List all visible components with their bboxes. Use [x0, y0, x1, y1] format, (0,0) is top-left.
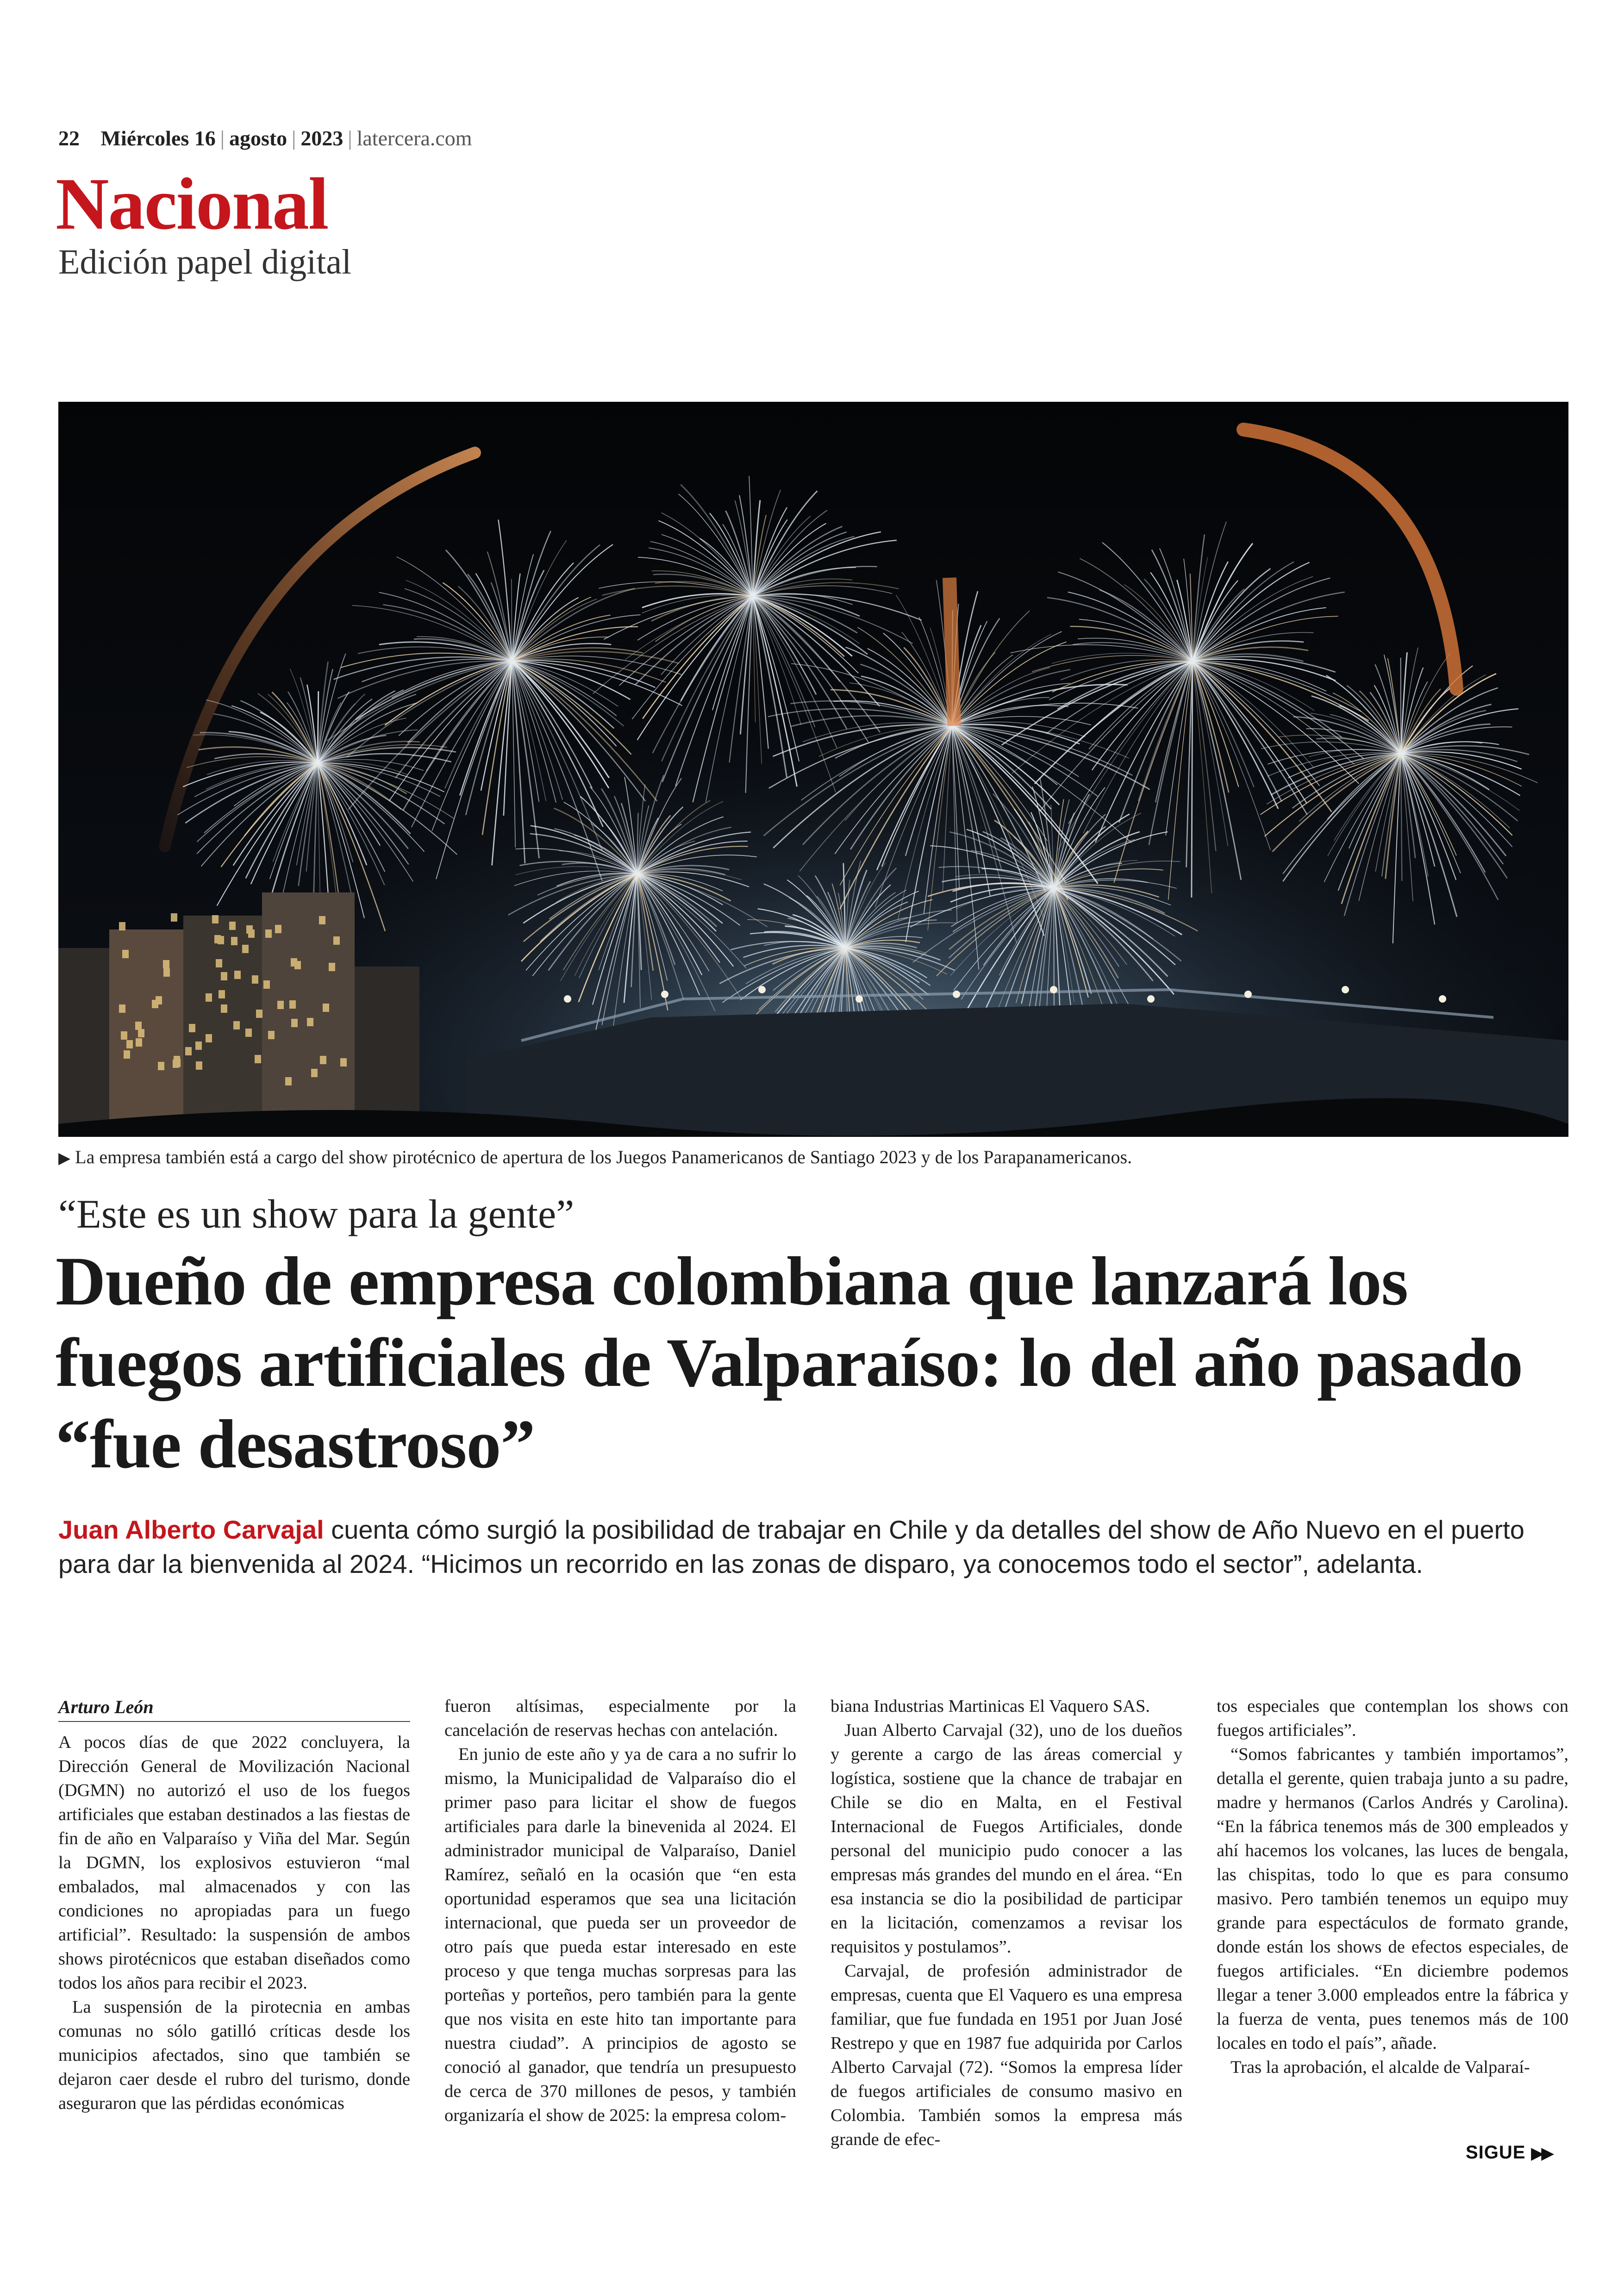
site-link[interactable]: latercera.com [356, 126, 472, 150]
body-column-4 [1217, 1694, 1568, 2152]
fireworks-photo [58, 402, 1568, 1137]
paragraph: A pocos días de que 2022 concluyera, la Dirección General de Movilización Nacional (DGMN) no autorizó el uso de los fuegos artificiales que estaban destinados a las fiestas de fin de año en Valparaíso y Viña del Mar. Según la DGMN, los explosivos estuvieron “mal embalados, mal almacenados y con las condiciones no apropiadas para un fuego artificial”. Resultado: la suspensión de ambos shows pirotécnicos que estaban diseñados como todos los años para recibir el 2023. [58, 1733, 410, 1993]
paragraph: En junio de este año y ya de cara a no sufrir lo mismo, la Municipalidad de Valparaíso dio el primer paso para licitar el show de fuegos artificiales para darle la binevenida al 2024. El administrador municipal de Valparaíso, Daniel Ramírez, señaló en la ocasión que “en esta oportunidad esperamos que sea una licitación internacional, que pueda ser un proveedor de otro país que pueda estar interesado en este proceso y que tenga muchas sorpresas para las porteñas y porteños, pero también para la gente que nos visita en este hito tan importante para nuestra ciudad”. A principios de agosto se conoció al ganador, que tendría un presupuesto de cerca de 370 millones de pesos, y también organizaría el show de 2025: la empresa colom- [444, 1745, 796, 2125]
paragraph: biana Industrias Martinicas El Vaquero SAS. [831, 1696, 1150, 1716]
edition-label: Edición papel digital [58, 243, 352, 281]
deck-name: Juan Alberto Carvajal [58, 1515, 324, 1544]
issue-date-day: Miércoles 16 [100, 126, 216, 150]
paragraph: tos especiales que contemplan los shows con fuegos artificiales”. [1217, 1696, 1568, 1740]
deck-text: cuenta cómo surgió la posibilidad de trabajar en Chile y da detalles del show de Año Nuevo en el puerto para dar la bienvenida al 2024. “Hicimos un recorrido en las zonas de disparo, ya conocemos todo el sector”, adelanta. [58, 1515, 1524, 1578]
paragraph: La suspensión de la pirotecnia en ambas comunas no sólo gatilló críticas desde los municipios afectados, sino que también se dejaron caer desde el rubro del turismo, donde aseguraron que las pérdidas económicas [58, 1997, 410, 2113]
continue-label: SIGUE [1466, 2142, 1526, 2163]
article-kicker: “Este es un show para la gente” [58, 1192, 575, 1237]
article-deck [58, 1513, 1568, 1581]
caption-text: La empresa también está a cargo del show pirotécnico de apertura de los Juegos Panamericanos de Santiago 2023 y de los Parapanamericanos. [75, 1147, 1132, 1167]
paragraph: fueron altísimas, especialmente por la cancelación de reservas hechas con antelación. [444, 1696, 796, 1740]
issue-date-month: agosto [229, 126, 287, 150]
fireworks-image [58, 402, 1568, 1137]
paragraph: Tras la aprobación, el alcalde de Valparaí- [1230, 2058, 1530, 2077]
paragraph: Juan Alberto Carvajal (32), uno de los dueños y gerente a cargo de las áreas comercial y logística, sostiene que la chance de trabajar en Chile se dio en Malta, en el Festival Internacional de Fuegos Artificiales, donde personal del municipio pudo conocer a las empresas más grandes del mundo en el área. “En esa instancia se dio la posibilidad de participar en la licitación, comenzamos a revisar los requisitos y postulamos”. [831, 1721, 1182, 1957]
continue-link[interactable] [1466, 2142, 1552, 2163]
paragraph: Carvajal, de profesión administrador de empresas, cuenta que El Vaquero es una empresa familiar, que fue fundada en 1951 por Juan José Restrepo y que en 1987 fue adquirida por Carlos Alberto Carvajal (72). “Somos la empresa líder de fuegos artificiales de consumo masivo en Colombia. También somos la empresa más grande de efec- [831, 1961, 1182, 2149]
article-body [58, 1694, 1568, 2152]
paragraph: “Somos fabricantes y también importamos”, detalla el gerente, quien trabaja junto a su padre, madre y hermanos (Carlos Andrés y Carolina). “En la fábrica tenemos más de 300 empleados y ahí hacemos los volcanes, las luces de bengala, las chispitas, todo lo que es para consumo masivo. Pero también tenemos un equipo muy grande para espectáculos de formato grande, donde están los shows de efectos especiales, de fuegos artificiales. “En diciembre podemos llegar a tener 3.000 empleados entre la fábrica y la fuerza de venta, pues tenemos más de 100 locales en todo el país”, añade. [1217, 1745, 1568, 2053]
body-column-3 [831, 1694, 1182, 2152]
body-column-2 [444, 1694, 796, 2152]
byline: Arturo León [58, 1694, 410, 1722]
triangle-right-icon: ▶ [58, 1150, 71, 1167]
photo-caption [58, 1146, 1568, 1168]
article-headline: Dueño de empresa colombiana que lanzará los fuegos artificiales de Valparaíso: lo del año pasado “fue desastroso” [56, 1243, 1523, 1483]
double-arrow-right-icon: ▶▶ [1531, 2145, 1552, 2162]
folio-line: 22 Miércoles 16 | agosto | 2023 | latercera.com [58, 126, 472, 150]
issue-date-year: 2023 [300, 126, 344, 150]
body-column-1 [58, 1694, 410, 2152]
section-title: Nacional [56, 162, 328, 245]
page-number: 22 [58, 126, 80, 150]
